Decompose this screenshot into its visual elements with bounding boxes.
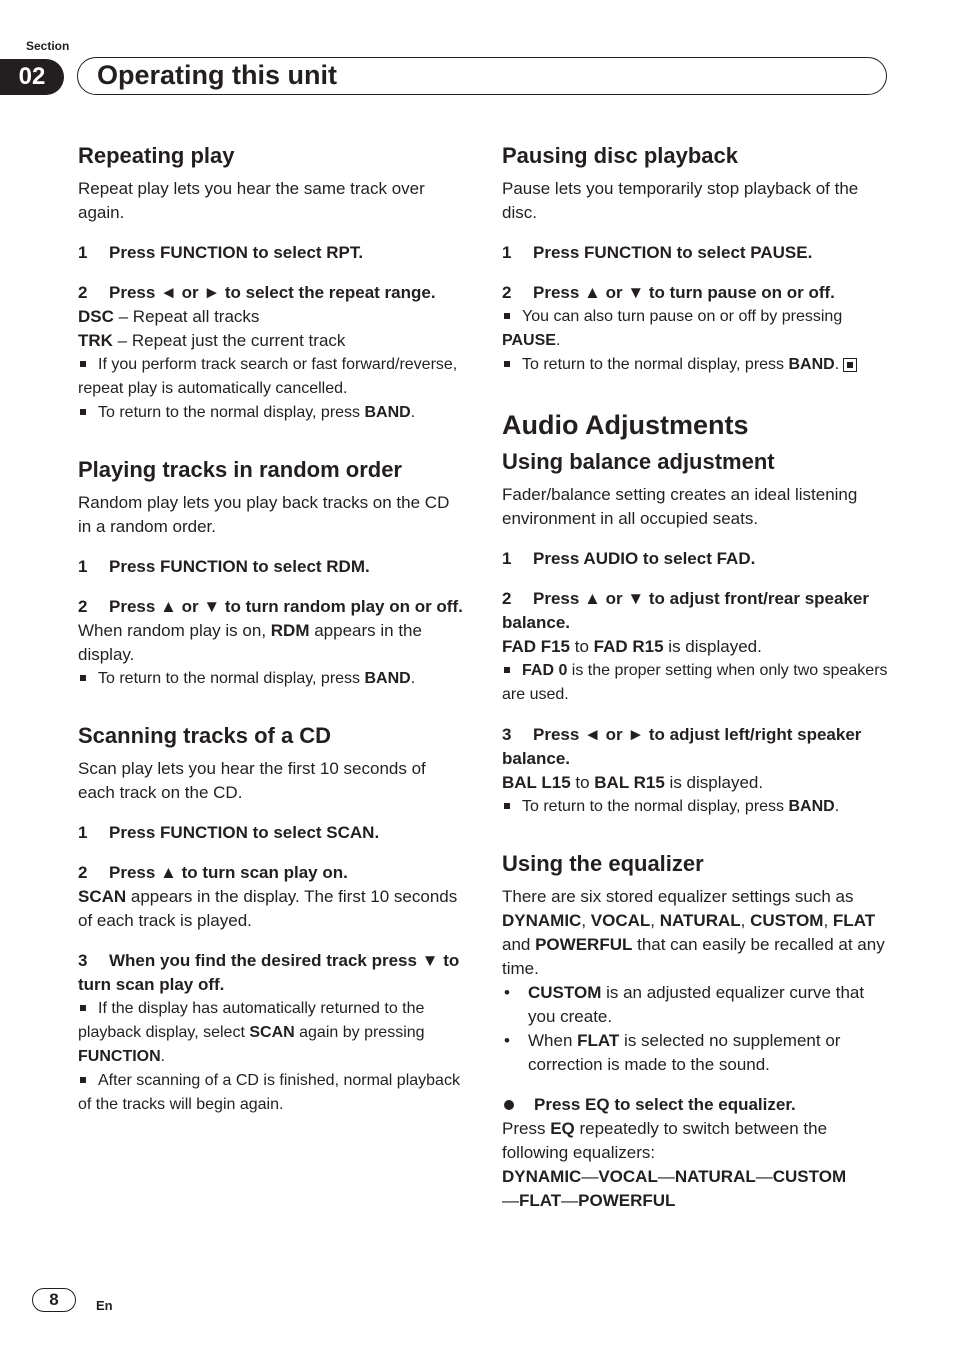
repeat-trk: TRK – Repeat just the current track	[78, 331, 346, 350]
bal-range: BAL L15 to BAL R15 is displayed.	[502, 773, 764, 792]
scan-intro: Scan play lets you hear the first 10 seconds of each track on the CD.	[78, 759, 426, 802]
scan-note-2: After scanning of a CD is finished, normal playback of the tracks will begin again.	[78, 1072, 460, 1113]
audio-heading: Audio Adjustments	[502, 410, 749, 440]
random-step-2: 2 Press ▲ or ▼ to turn random play on or off.	[78, 597, 463, 616]
page-title: Operating this unit	[97, 60, 337, 90]
pause-heading: Pausing disc playback	[502, 143, 738, 168]
balance-step-3: 3 Press ◄ or ► to adjust left/right speaker balance.	[502, 725, 862, 768]
scan-step-3: 3 When you find the desired track press ▼ to turn scan play off.	[78, 951, 460, 994]
balance-heading: Using balance adjustment	[502, 449, 775, 474]
repeat-step-1: 1 Press FUNCTION to select RPT.	[78, 243, 364, 262]
repeat-intro: Repeat play lets you hear the same track over again.	[78, 179, 425, 222]
random-intro: Random play lets you play back tracks on the CD in a random order.	[78, 493, 450, 536]
pause-note-1: You can also turn pause on or off by pressing PAUSE.	[502, 308, 843, 349]
section-label: Section	[26, 39, 70, 53]
balance-intro: Fader/balance setting creates an ideal listening environment in all occupied seats.	[502, 485, 858, 528]
end-mark-icon	[843, 358, 857, 372]
section-number-badge: 02	[0, 59, 64, 95]
left-column	[78, 141, 466, 1117]
scan-heading: Scanning tracks of a CD	[78, 723, 332, 748]
repeat-note-2: To return to the normal display, press BAND.	[78, 401, 466, 425]
repeat-dsc: DSC – Repeat all tracks	[78, 307, 260, 326]
scan-body: SCAN appears in the display. The first 10 seconds of each track is played.	[78, 887, 458, 930]
eq-sequence: DYNAMIC—VOCAL—NATURAL—CUSTOM —FLAT—POWERFUL	[502, 1167, 847, 1210]
balance-step-2: 2 Press ▲ or ▼ to adjust front/rear speaker balance.	[502, 589, 869, 632]
page-number: 8	[32, 1288, 76, 1312]
eq-intro: There are six stored equalizer settings such as DYNAMIC, VOCAL, NATURAL, CUSTOM, FLAT and POWERFUL that can easily be recalled at any time.	[502, 887, 885, 978]
eq-heading: Using the equalizer	[502, 851, 704, 876]
fad-note: FAD 0 is the proper setting when only two speakers are used.	[502, 662, 888, 703]
pause-step-2: 2 Press ▲ or ▼ to turn pause on or off.	[502, 283, 835, 302]
repeat-heading: Repeating play	[78, 143, 235, 168]
random-note: To return to the normal display, press BAND.	[78, 667, 466, 691]
pause-intro: Pause lets you temporarily stop playback of the disc.	[502, 179, 859, 222]
bal-note: To return to the normal display, press BAND.	[502, 795, 890, 819]
repeat-step-2: 2 Press ◄ or ► to select the repeat range.	[78, 283, 436, 302]
scan-step-2: 2 Press ▲ to turn scan play on.	[78, 863, 348, 882]
random-body: When random play is on, RDM appears in the display.	[78, 621, 422, 664]
scan-step-1: 1 Press FUNCTION to select SCAN.	[78, 823, 380, 842]
balance-step-1: 1 Press AUDIO to select FAD.	[502, 549, 756, 568]
bullet-dot-icon	[504, 1100, 514, 1110]
eq-bullet-custom: • CUSTOM is an adjusted equalizer curve that you create.	[502, 981, 890, 1029]
random-step-1: 1 Press FUNCTION to select RDM.	[78, 557, 370, 576]
eq-body: Press EQ repeatedly to switch between the following equalizers:	[502, 1119, 828, 1162]
scan-note-1: If the display has automatically returned to the playback display, select SCAN again by pressing FUNCTION.	[78, 1000, 425, 1065]
language-label: En	[96, 1298, 113, 1313]
eq-step: Press EQ to select the equalizer.	[502, 1093, 890, 1117]
eq-bullet-flat: • When FLAT is selected no supplement or correction is made to the sound.	[502, 1029, 890, 1077]
random-heading: Playing tracks in random order	[78, 457, 402, 482]
repeat-note-1: If you perform track search or fast forward/reverse, repeat play is automatically cancelled.	[78, 356, 458, 397]
pause-step-1: 1 Press FUNCTION to select PAUSE.	[502, 243, 813, 262]
pause-note-2: To return to the normal display, press BAND.	[502, 353, 890, 377]
right-column	[502, 141, 890, 1213]
fad-range: FAD F15 to FAD R15 is displayed.	[502, 637, 762, 656]
